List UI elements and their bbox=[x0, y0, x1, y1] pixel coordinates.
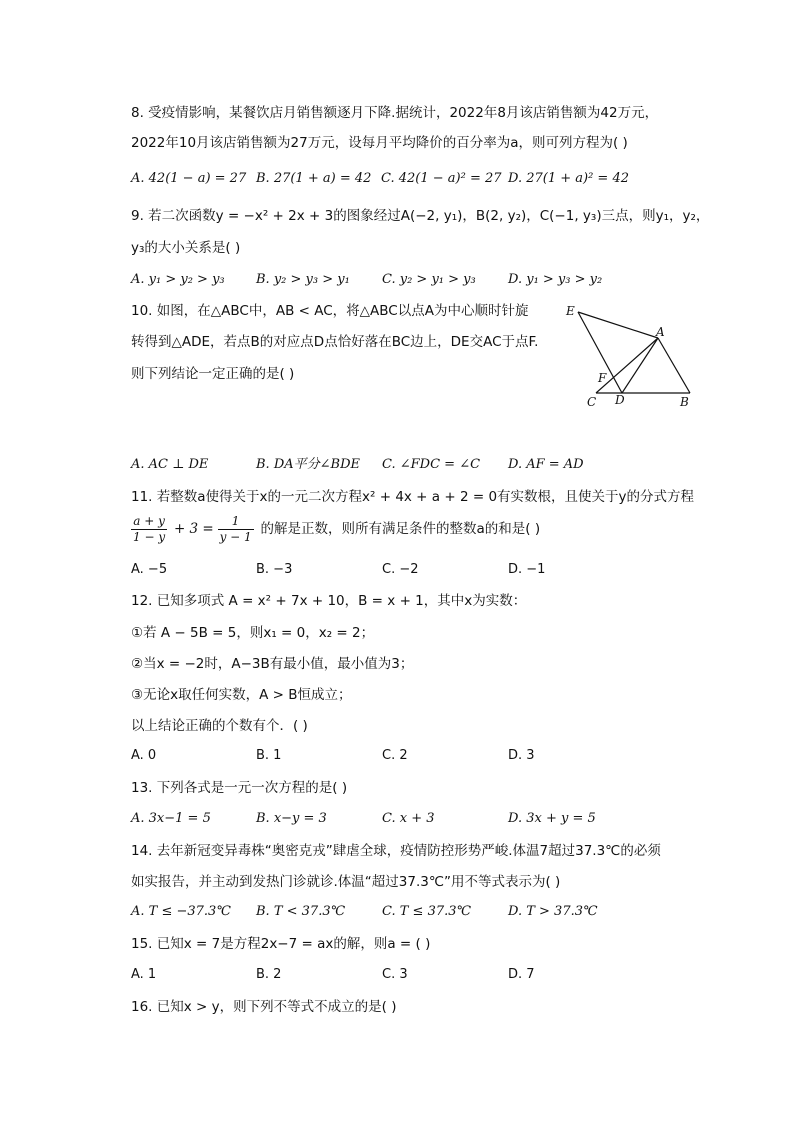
label-f: F bbox=[598, 371, 607, 385]
q8-option-d: D. 27(1 + a)² = 42 bbox=[508, 171, 629, 186]
q13-text-line1: 13. 下列各式是一元一次方程的是( ) bbox=[131, 780, 348, 796]
q10-option-c: C. ∠FDC = ∠C bbox=[382, 457, 481, 472]
q9-text-line1: 9. 若二次函数y = −x² + 2x + 3的图象经过A(−2, y₁)，B(2, y₂)，C(−1, y₃)三点，则y₁，y₂， bbox=[131, 208, 710, 224]
q11-fraction-2-denominator: y − 1 bbox=[219, 530, 252, 544]
q13-option-d: D. 3x + y = 5 bbox=[508, 811, 596, 826]
q12-item-3: ③无论x取任何实数，A > B恒成立； bbox=[131, 687, 352, 703]
segment-ab bbox=[658, 338, 690, 393]
q16-text-line1: 16. 已知x > y，则下列不等式不成立的是( ) bbox=[131, 999, 397, 1015]
q9-option-d: D. y₁ > y₃ > y₂ bbox=[508, 272, 603, 287]
q11-fraction-1-denominator: 1 − y bbox=[133, 530, 166, 544]
q15-option-b: B. 2 bbox=[256, 967, 282, 982]
q11-option-a: A. −5 bbox=[131, 562, 168, 577]
label-d: D bbox=[615, 393, 625, 407]
q11-fraction-1 bbox=[131, 514, 167, 545]
q9-text-line2: y₃的大小关系是( ) bbox=[131, 240, 241, 256]
q14-text-line1: 14. 去年新冠变异毒株“奥密克戎”肆虐全球，疫情防控形势严峻.体温7超过37.3℃的必须 bbox=[131, 843, 661, 859]
q14-option-b: B. T < 37.3℃ bbox=[256, 904, 346, 919]
q11-fraction-2-numerator: 1 bbox=[218, 514, 254, 530]
q12-option-a: A. 0 bbox=[131, 748, 157, 763]
q8-text-line1: 8. 受疫情影响，某餐饮店月销售额逐月下降.据统计，2022年8月该店销售额为42万元， bbox=[131, 105, 659, 121]
q9-option-a: A. y₁ > y₂ > y₃ bbox=[131, 272, 225, 287]
q14-option-c: C. T ≤ 37.3℃ bbox=[382, 904, 472, 919]
q11-plus-three: + 3 = bbox=[173, 521, 214, 537]
q10-text-line3: 则下列结论一定正确的是( ) bbox=[131, 366, 295, 382]
label-b: B bbox=[680, 395, 689, 409]
q9-option-b: B. y₂ > y₃ > y₁ bbox=[256, 272, 350, 287]
q12-option-c: C. 2 bbox=[382, 748, 408, 763]
q12-text-line1: 12. 已知多项式 A = x² + 7x + 10，B = x + 1，其中x为实数： bbox=[131, 593, 527, 609]
q8-text-line2: 2022年10月该店销售额为27万元，设每月平均降价的百分率为a，则可列方程为( ) bbox=[131, 135, 628, 151]
q12-text-line5: 以上结论正确的个数有个．( ) bbox=[131, 718, 308, 734]
q15-option-a: A. 1 bbox=[131, 967, 157, 982]
q15-option-c: C. 3 bbox=[382, 967, 408, 982]
q12-item-1: ①若 A − 5B = 5，则x₁ = 0，x₂ = 2； bbox=[131, 625, 375, 641]
q12-option-b: B. 1 bbox=[256, 748, 282, 763]
q10-option-b: B. DA平分∠BDE bbox=[256, 457, 360, 472]
q11-fraction-line bbox=[131, 514, 540, 545]
q10-text-line2: 转得到△ADE，若点B的对应点D点恰好落在BC边上，DE交AC于点F. bbox=[131, 334, 539, 350]
q13-option-a: A. 3x−1 = 5 bbox=[131, 811, 211, 826]
q11-option-b: B. −3 bbox=[256, 562, 293, 577]
q11-text-line1: 11. 若整数a使得关于x的一元二次方程x² + 4x + a + 2 = 0有实数根，且使关于y的分式方程 bbox=[131, 489, 695, 505]
q10-option-a: A. AC ⊥ DE bbox=[131, 457, 209, 472]
q10-text-line1: 10. 如图，在△ABC中，AB < AC，将△ABC以点A为中心顺时针旋 bbox=[131, 303, 529, 319]
q9-option-c: C. y₂ > y₁ > y₃ bbox=[382, 272, 476, 287]
q8-option-c: C. 42(1 − a)² = 27 bbox=[381, 171, 502, 186]
q15-option-d: D. 7 bbox=[508, 967, 535, 982]
q12-option-d: D. 3 bbox=[508, 748, 535, 763]
q11-fraction-2 bbox=[218, 514, 254, 545]
label-a: A bbox=[656, 325, 665, 339]
q12-item-2: ②当x = −2时，A−3B有最小值，最小值为3； bbox=[131, 656, 414, 672]
q15-text-line1: 15. 已知x = 7是方程2x−7 = ax的解，则a = ( ) bbox=[131, 936, 431, 952]
q14-text-line2: 如实报告，并主动到发热门诊就诊.体温“超过37.3℃”用不等式表示为( ) bbox=[131, 874, 561, 890]
q8-option-a: A. 42(1 − a) = 27 bbox=[131, 171, 247, 186]
label-c: C bbox=[587, 395, 597, 409]
q13-option-b: B. x−y = 3 bbox=[256, 811, 327, 826]
q13-option-c: C. x + 3 bbox=[382, 811, 435, 826]
q14-option-a: A. T ≤ −37.3℃ bbox=[131, 904, 231, 919]
q10-option-d: D. AF = AD bbox=[508, 457, 584, 472]
q8-option-b: B. 27(1 + a) = 42 bbox=[256, 171, 372, 186]
q11-option-d: D. −1 bbox=[508, 562, 546, 577]
q11-option-c: C. −2 bbox=[382, 562, 419, 577]
q11-fraction-1-numerator: a + y bbox=[131, 514, 167, 530]
label-e: E bbox=[566, 304, 575, 318]
q14-option-d: D. T > 37.3℃ bbox=[508, 904, 598, 919]
triangle-rotation-figure bbox=[560, 300, 700, 412]
q11-text-line2: 的解是正数，则所有满足条件的整数a的和是( ) bbox=[260, 521, 541, 537]
